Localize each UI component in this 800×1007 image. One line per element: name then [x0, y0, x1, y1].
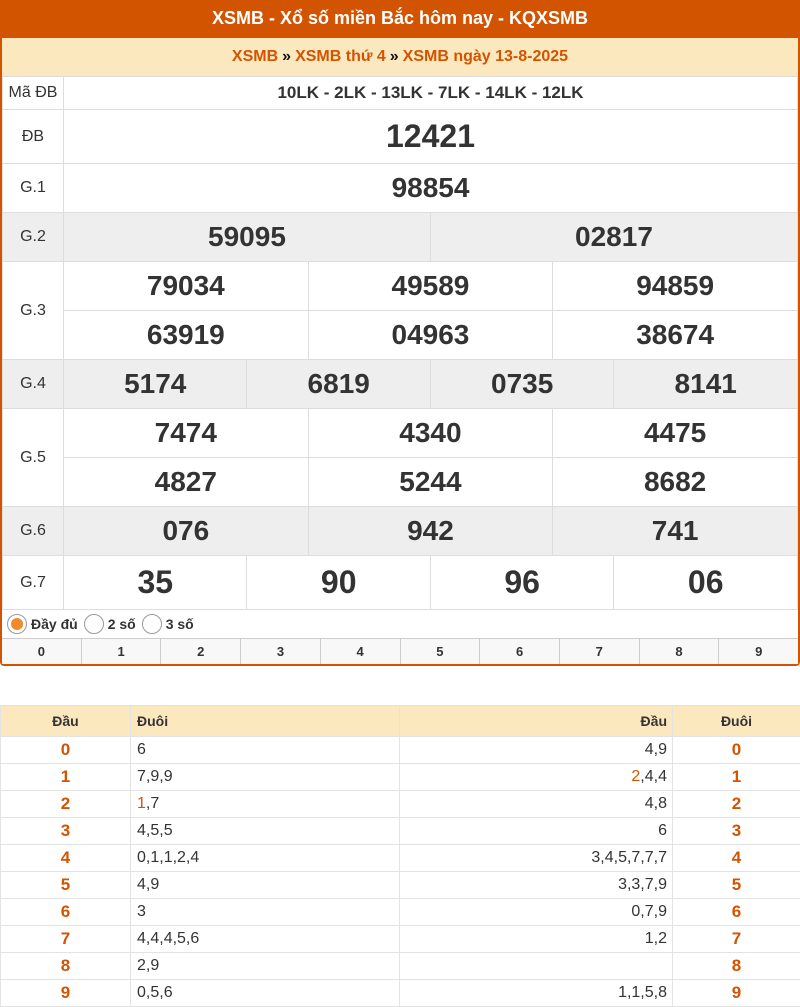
digit-filter[interactable]: 3 — [241, 639, 321, 664]
row-g5 — [3, 409, 798, 458]
loto-digit-right: 5 — [673, 872, 800, 899]
loto-head: 9 — [1, 980, 131, 1007]
loto-head: 2 — [1, 791, 131, 818]
label-g1: G.1 — [3, 164, 64, 213]
loto-head: 6 — [1, 899, 131, 926]
loto-head-right: 4,8 — [400, 791, 673, 818]
label-g3: G.3 — [3, 262, 64, 360]
loto-digit-right: 9 — [673, 980, 800, 1007]
loto-head-right: 1,1,5,8 — [400, 980, 673, 1007]
loto-tail: 4,5,5 — [131, 818, 400, 845]
breadcrumb-separator: » — [282, 48, 291, 65]
page-title: XSMB - Xổ số miền Bắc hôm nay - KQXSMB — [0, 0, 800, 38]
loto-tail: 3 — [131, 899, 400, 926]
breadcrumb-weekday-link[interactable]: XSMB thứ 4 — [295, 48, 386, 65]
digit-filter[interactable]: 4 — [321, 639, 401, 664]
prize-g1: 98854 — [64, 164, 798, 213]
prize-g5: 4340 — [308, 409, 553, 458]
loto-head: 5 — [1, 872, 131, 899]
option-two-digits[interactable] — [84, 614, 136, 634]
option-three-digits[interactable] — [142, 614, 194, 634]
loto-head-right: 0,7,9 — [400, 899, 673, 926]
header-dau-right: Đầu — [400, 706, 673, 737]
radio-three-digits[interactable] — [142, 614, 162, 634]
digit-filter[interactable]: 5 — [401, 639, 481, 664]
prize-g3: 38674 — [553, 311, 798, 360]
loto-digit-right: 6 — [673, 899, 800, 926]
digit-filter-bar — [2, 638, 798, 664]
label-g7: G.7 — [3, 556, 64, 610]
loto-table — [0, 705, 800, 1007]
header-duoi-right: Đuôi — [673, 706, 800, 737]
digit-filter[interactable]: 2 — [161, 639, 241, 664]
label-madb: Mã ĐB — [3, 77, 64, 110]
prize-g5: 8682 — [553, 458, 798, 507]
loto-tail: 4,4,4,5,6 — [131, 926, 400, 953]
loto-digit-right: 4 — [673, 845, 800, 872]
row-db — [3, 110, 798, 164]
row-g6 — [3, 507, 798, 556]
loto-head: 1 — [1, 764, 131, 791]
digit-filter[interactable]: 7 — [560, 639, 640, 664]
loto-digit-right: 3 — [673, 818, 800, 845]
radio-two-digits[interactable] — [84, 614, 104, 634]
row-g2 — [3, 213, 798, 262]
prize-g6: 076 — [64, 507, 309, 556]
breadcrumb-date-link[interactable]: XSMB ngày 13-8-2025 — [403, 48, 568, 65]
row-g3b — [3, 311, 798, 360]
loto-head-right: 4,9 — [400, 737, 673, 764]
prize-g6: 942 — [308, 507, 553, 556]
row-g5b — [3, 458, 798, 507]
loto-head-right: 3,4,5,7,7,7 — [400, 845, 673, 872]
option-two-digits-label: 2 số — [108, 616, 136, 632]
prize-g5: 4827 — [64, 458, 309, 507]
digit-filter[interactable]: 6 — [480, 639, 560, 664]
prize-g7: 35 — [64, 556, 247, 610]
prize-g3: 94859 — [553, 262, 798, 311]
digit-filter[interactable]: 0 — [2, 639, 82, 664]
loto-digit-right: 1 — [673, 764, 800, 791]
label-g5: G.5 — [3, 409, 64, 507]
digit-filter[interactable]: 8 — [640, 639, 720, 664]
prize-g4: 5174 — [64, 360, 247, 409]
loto-tail: 6 — [131, 737, 400, 764]
loto-digit-right: 2 — [673, 791, 800, 818]
prize-g3: 49589 — [308, 262, 553, 311]
table-row — [1, 764, 800, 791]
prize-g6: 741 — [553, 507, 798, 556]
loto-head-right — [400, 953, 673, 980]
loto-head-right: 3,3,7,9 — [400, 872, 673, 899]
loto-head: 0 — [1, 737, 131, 764]
prize-g2: 59095 — [64, 213, 431, 262]
table-row — [1, 737, 800, 764]
table-row — [1, 845, 800, 872]
table-row — [1, 899, 800, 926]
special-codes: 10LK - 2LK - 13LK - 7LK - 14LK - 12LK — [64, 77, 798, 110]
loto-head: 8 — [1, 953, 131, 980]
prize-g7: 96 — [430, 556, 613, 610]
results-table — [2, 76, 798, 610]
label-db: ĐB — [3, 110, 64, 164]
option-full[interactable] — [7, 614, 78, 634]
prize-g2: 02817 — [430, 213, 797, 262]
row-g7 — [3, 556, 798, 610]
prize-g4: 6819 — [247, 360, 430, 409]
loto-digit-right: 8 — [673, 953, 800, 980]
prize-g5: 4475 — [553, 409, 798, 458]
row-madb — [3, 77, 798, 110]
breadcrumb — [2, 38, 798, 76]
prize-g3: 79034 — [64, 262, 309, 311]
header-duoi: Đuôi — [131, 706, 400, 737]
row-g4 — [3, 360, 798, 409]
row-g3 — [3, 262, 798, 311]
table-row — [1, 791, 800, 818]
loto-digit-right: 0 — [673, 737, 800, 764]
row-g1 — [3, 164, 798, 213]
loto-head: 3 — [1, 818, 131, 845]
loto-head-right: 6 — [400, 818, 673, 845]
loto-tail: 7,9,9 — [131, 764, 400, 791]
prize-g4: 0735 — [430, 360, 613, 409]
loto-head-right: 2,4,4 — [400, 764, 673, 791]
table-row — [1, 953, 800, 980]
option-full-label: Đầy đủ — [31, 616, 78, 632]
digit-filter[interactable]: 1 — [82, 639, 162, 664]
header-dau: Đầu — [1, 706, 131, 737]
table-row — [1, 872, 800, 899]
loto-tail: 4,9 — [131, 872, 400, 899]
loto-tail: 1,7 — [131, 791, 400, 818]
loto-head-right: 1,2 — [400, 926, 673, 953]
label-g6: G.6 — [3, 507, 64, 556]
loto-tail: 0,5,6 — [131, 980, 400, 1007]
breadcrumb-xsmb-link[interactable]: XSMB — [232, 48, 278, 65]
prize-db: 12421 — [64, 110, 798, 164]
table-row — [1, 926, 800, 953]
digit-filter[interactable]: 9 — [719, 639, 798, 664]
prize-g4: 8141 — [614, 360, 798, 409]
prize-g3: 04963 — [308, 311, 553, 360]
option-three-digits-label: 3 số — [166, 616, 194, 632]
loto-head: 7 — [1, 926, 131, 953]
prize-g5: 5244 — [308, 458, 553, 507]
label-g2: G.2 — [3, 213, 64, 262]
display-options — [2, 610, 798, 638]
loto-header-row — [1, 706, 800, 737]
loto-digit-right: 7 — [673, 926, 800, 953]
prize-g7: 90 — [247, 556, 430, 610]
loto-tail: 0,1,1,2,4 — [131, 845, 400, 872]
loto-tail: 2,9 — [131, 953, 400, 980]
breadcrumb-separator: » — [390, 48, 399, 65]
label-g4: G.4 — [3, 360, 64, 409]
prize-g7: 06 — [614, 556, 798, 610]
radio-full[interactable] — [7, 614, 27, 634]
prize-g5: 7474 — [64, 409, 309, 458]
loto-head: 4 — [1, 845, 131, 872]
prize-g3: 63919 — [64, 311, 309, 360]
table-row — [1, 980, 800, 1007]
table-row — [1, 818, 800, 845]
